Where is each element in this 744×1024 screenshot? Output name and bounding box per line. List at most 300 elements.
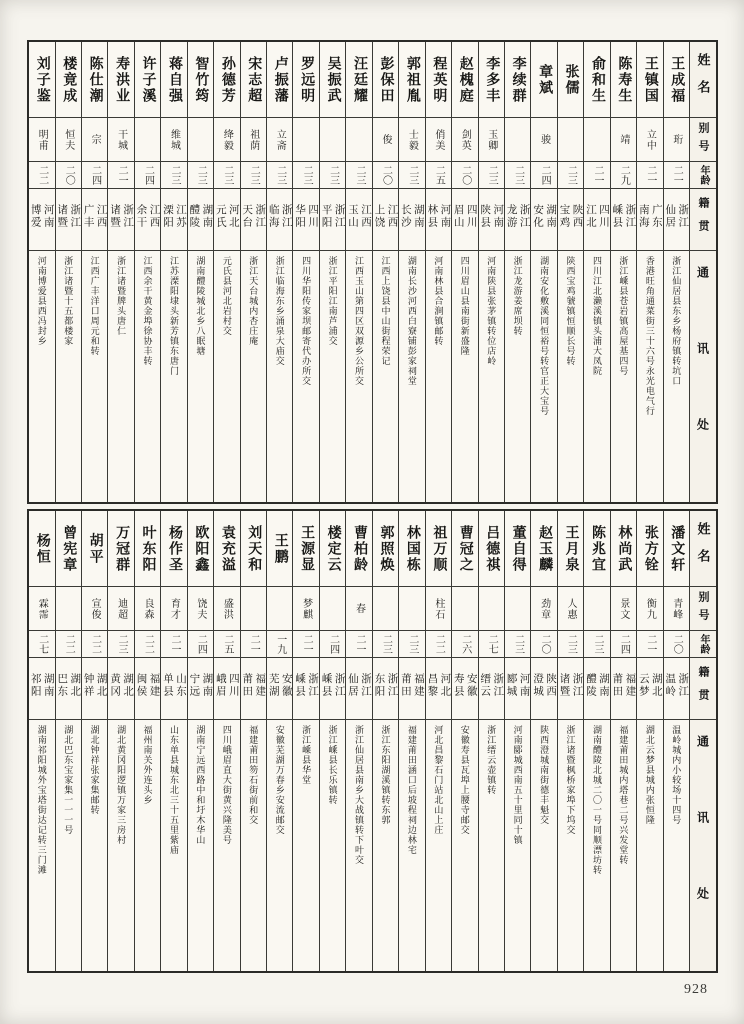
person-origin: 江西广丰 <box>82 203 107 229</box>
person-age-cell <box>664 162 689 189</box>
person-alias: 俏美 <box>432 128 444 151</box>
person-column <box>583 511 609 971</box>
person-origin-cell <box>426 658 451 720</box>
person-origin-cell <box>108 658 133 720</box>
person-name-cell <box>29 511 54 587</box>
person-alias: 骏 <box>538 134 550 145</box>
person-column <box>134 42 160 502</box>
person-origin-cell <box>346 189 371 251</box>
person-age: 二七 <box>36 634 48 654</box>
person-alias-cell <box>584 118 609 162</box>
header-age-cell <box>690 162 716 189</box>
person-origin: 河南林县 <box>426 203 451 229</box>
person-age-cell <box>320 162 345 189</box>
person-name: 欧阳鑫 <box>193 524 209 573</box>
person-age-cell <box>479 162 504 189</box>
person-name: 陈寿生 <box>616 55 632 104</box>
person-origin: 四川江北 <box>584 203 609 229</box>
header-origin-cell <box>690 189 716 251</box>
person-age-cell <box>188 631 213 658</box>
person-name-cell <box>267 511 292 587</box>
person-origin-cell <box>56 189 81 251</box>
person-address: 山东单县城东北三十五里紫庙 <box>168 725 179 855</box>
person-age: 二三 <box>301 165 313 185</box>
person-address: 浙江诸暨牌头唐仁 <box>116 256 127 336</box>
person-name: 林国栋 <box>404 524 420 573</box>
person-name-cell <box>505 511 530 587</box>
person-address: 浙江嵊县苍岩镇高屋基四号 <box>618 256 629 376</box>
person-column <box>530 511 556 971</box>
person-alias-cell <box>611 118 636 162</box>
person-address: 河南郾城西南五十里同十镇 <box>512 725 523 845</box>
person-name: 杨恒 <box>34 532 50 565</box>
person-address: 河南陕县张茅镇转位店岭 <box>486 256 497 366</box>
person-name-cell <box>108 42 133 118</box>
person-address: 湖北巴东宝家集一一一号 <box>63 725 74 835</box>
person-name: 曾宪章 <box>61 524 77 573</box>
person-name: 宋志超 <box>246 55 262 104</box>
person-name-cell <box>452 511 477 587</box>
person-alias-cell <box>584 587 609 631</box>
person-origin: 广东南海 <box>637 203 662 229</box>
person-alias: 宣俊 <box>89 597 101 620</box>
person-origin-cell <box>611 189 636 251</box>
person-age-cell <box>346 631 371 658</box>
person-name-cell <box>135 511 160 587</box>
person-name-cell <box>399 42 424 118</box>
person-age: 二一 <box>644 634 656 654</box>
person-age: 二三 <box>327 165 339 185</box>
person-address-cell <box>241 251 266 502</box>
person-alias-cell <box>161 118 186 162</box>
person-address: 四川峨眉直大街黄兴隆美号 <box>221 725 232 845</box>
person-age-cell <box>108 631 133 658</box>
person-name: 王成福 <box>669 55 685 104</box>
person-origin-cell <box>293 189 318 251</box>
person-origin-cell <box>188 189 213 251</box>
person-alias: 青峰 <box>670 597 682 620</box>
person-origin-cell <box>214 189 239 251</box>
person-age-cell <box>135 162 160 189</box>
person-origin-cell <box>320 189 345 251</box>
person-origin-cell <box>373 189 398 251</box>
header-alias-cell <box>690 118 716 162</box>
person-age-cell <box>29 631 54 658</box>
person-column <box>610 511 636 971</box>
person-name-cell <box>188 511 213 587</box>
person-age-cell <box>426 162 451 189</box>
person-alias: 良森 <box>142 597 154 620</box>
person-origin-cell <box>135 658 160 720</box>
person-name-cell <box>267 42 292 118</box>
person-name-cell <box>558 42 583 118</box>
person-address: 安徽芜湖万春乡安流邮交 <box>274 725 285 835</box>
person-name: 彭保田 <box>378 55 394 104</box>
person-age-cell <box>584 631 609 658</box>
person-name: 祖万顺 <box>431 524 447 573</box>
person-age: 二三 <box>354 165 366 185</box>
person-alias: 士毅 <box>406 128 418 151</box>
header-origin-label: 籍贯 <box>697 665 709 712</box>
person-name-cell <box>531 511 556 587</box>
person-origin-cell <box>267 189 292 251</box>
person-alias-cell <box>611 587 636 631</box>
person-address: 湖南醴陵城北乡八眠塘 <box>195 256 206 356</box>
person-age: 二四 <box>327 634 339 654</box>
person-name: 吴振武 <box>325 55 341 104</box>
person-address: 湖北钟祥张家集邮转 <box>89 725 100 815</box>
person-alias: 柱石 <box>432 597 444 620</box>
person-column <box>160 42 186 502</box>
person-address-cell <box>135 720 160 971</box>
person-column <box>345 42 371 502</box>
person-age: 二二 <box>89 634 101 654</box>
person-alias: 靖 <box>617 134 629 145</box>
person-name: 蒋自强 <box>166 55 182 104</box>
person-age-cell <box>241 631 266 658</box>
person-age-cell <box>161 631 186 658</box>
person-age: 二三 <box>512 165 524 185</box>
person-age: 二三 <box>248 165 260 185</box>
person-origin: 河南郾城 <box>505 672 530 698</box>
person-origin: 陕西澄城 <box>532 672 557 698</box>
person-alias: 劲章 <box>538 597 550 620</box>
person-column <box>557 511 583 971</box>
person-origin: 浙江东阳 <box>373 672 398 698</box>
person-alias: 人惠 <box>565 597 577 620</box>
person-address: 四川眉山县南街新盛隆 <box>459 256 470 356</box>
person-origin: 浙江天台 <box>241 203 266 229</box>
person-age-cell <box>346 162 371 189</box>
person-column <box>107 42 133 502</box>
person-address: 湖南祁阳城外宝塔街达记转三门滩 <box>36 725 47 875</box>
person-origin: 湖北黄冈 <box>109 672 134 698</box>
person-age-cell <box>29 162 54 189</box>
person-address-cell <box>664 251 689 502</box>
person-name: 楼竟成 <box>61 55 77 104</box>
person-name-cell <box>188 42 213 118</box>
person-origin: 湖南祁阳 <box>29 672 54 698</box>
person-origin-cell <box>373 658 398 720</box>
person-column <box>345 511 371 971</box>
person-name: 董自得 <box>510 524 526 573</box>
person-column <box>398 42 424 502</box>
person-address: 湖北黄冈阳逻镇万家三房村 <box>116 725 127 845</box>
header-origin-cell <box>690 658 716 720</box>
person-address-cell <box>108 720 133 971</box>
person-origin: 湖北钟祥 <box>82 672 107 698</box>
person-name: 袁充溢 <box>219 524 235 573</box>
person-age: 二六 <box>459 634 471 654</box>
header-age-label: 年龄 <box>698 165 709 185</box>
person-address: 浙江嵊县长乐镇转 <box>327 725 338 805</box>
person-name: 吕德祺 <box>484 524 500 573</box>
person-age: 二〇 <box>539 634 551 654</box>
person-origin: 湖南长沙 <box>399 203 424 229</box>
person-address: 江西上饶县中山街程荣记 <box>380 256 391 366</box>
person-address-cell <box>161 720 186 971</box>
person-age-cell <box>664 631 689 658</box>
person-column <box>478 42 504 502</box>
person-address: 浙江嵊县华堂 <box>301 725 312 785</box>
person-alias: 育才 <box>168 597 180 620</box>
person-alias-cell <box>293 118 318 162</box>
person-age-cell <box>373 162 398 189</box>
person-origin: 湖南宁远 <box>188 672 213 698</box>
person-address-cell <box>637 720 662 971</box>
person-name: 赵槐庭 <box>457 55 473 104</box>
person-alias-cell <box>558 118 583 162</box>
person-age-cell <box>214 631 239 658</box>
person-origin-cell <box>82 189 107 251</box>
person-alias-cell <box>320 587 345 631</box>
person-origin: 浙江临海 <box>267 203 292 229</box>
person-age-cell <box>214 162 239 189</box>
person-column <box>292 42 318 502</box>
person-name: 郭祖胤 <box>404 55 420 104</box>
person-age-cell <box>399 631 424 658</box>
person-address: 浙江诸暨十五都楼家 <box>63 256 74 346</box>
person-age-cell <box>82 162 107 189</box>
person-age: 二一 <box>248 634 260 654</box>
person-address: 浙江临海东乡涌泉大庙交 <box>274 256 285 366</box>
person-name: 俞和生 <box>589 55 605 104</box>
person-address-cell <box>135 251 160 502</box>
person-origin: 四川眉山 <box>452 203 477 229</box>
person-age: 二〇 <box>459 165 471 185</box>
person-origin-cell <box>82 658 107 720</box>
person-age: 二四 <box>195 634 207 654</box>
person-origin-cell <box>452 658 477 720</box>
person-name: 李多丰 <box>484 55 500 104</box>
person-age-cell <box>373 631 398 658</box>
person-address: 浙江龙游姜席坝转 <box>512 256 523 336</box>
person-address-cell <box>611 251 636 502</box>
person-address: 江西余干黄金埠徐协丰转 <box>142 256 153 366</box>
person-origin: 浙江诸暨 <box>558 672 583 698</box>
header-alias-label: 别号 <box>697 590 709 627</box>
person-name-cell <box>479 511 504 587</box>
person-age: 二三 <box>406 165 418 185</box>
person-origin-cell <box>479 189 504 251</box>
person-origin: 湖南醴陵 <box>584 672 609 698</box>
person-age-cell <box>135 631 160 658</box>
person-name: 章斌 <box>537 63 553 96</box>
person-age-cell <box>426 631 451 658</box>
page-number: 928 <box>684 982 708 997</box>
person-origin: 浙江温岭 <box>664 672 689 698</box>
person-alias-cell <box>373 118 398 162</box>
person-column <box>663 42 689 502</box>
header-age-label: 年龄 <box>698 634 709 654</box>
person-column <box>583 42 609 502</box>
person-alias-cell <box>135 587 160 631</box>
person-age-cell <box>399 162 424 189</box>
person-alias: 宗 <box>89 134 101 145</box>
person-age: 二一 <box>168 634 180 654</box>
person-alias-cell <box>558 587 583 631</box>
person-alias-cell <box>29 587 54 631</box>
person-name-cell <box>82 42 107 118</box>
person-alias: 珩 <box>670 134 682 145</box>
person-alias-cell <box>637 587 662 631</box>
person-age: 二二 <box>36 165 48 185</box>
person-address: 浙江诸暨枫桥家埠下坞交 <box>565 725 576 835</box>
person-name-cell <box>664 42 689 118</box>
person-column <box>478 511 504 971</box>
person-origin: 四川峨眉 <box>214 672 239 698</box>
person-origin-cell <box>161 658 186 720</box>
person-address-cell <box>56 720 81 971</box>
person-address: 陕西宝鸡虢镇恒顺长号转 <box>565 256 576 366</box>
person-age: 二三 <box>195 165 207 185</box>
person-alias-cell <box>267 118 292 162</box>
person-alias: 迪超 <box>115 597 127 620</box>
person-column <box>81 511 107 971</box>
person-name: 林尚武 <box>616 524 632 573</box>
person-alias-cell <box>479 587 504 631</box>
person-origin: 河南陕县 <box>479 203 504 229</box>
person-address-cell <box>558 251 583 502</box>
person-age: 二三 <box>274 165 286 185</box>
person-name-cell <box>214 42 239 118</box>
person-origin-cell <box>531 658 556 720</box>
person-age: 二三 <box>221 165 233 185</box>
person-column <box>425 511 451 971</box>
person-column <box>319 42 345 502</box>
person-address-cell <box>82 251 107 502</box>
person-alias-cell <box>505 118 530 162</box>
person-address: 湖北云梦县城内张恒隆 <box>644 725 655 825</box>
person-name: 王源显 <box>299 524 315 573</box>
person-address-cell <box>161 251 186 502</box>
person-alias-cell <box>108 587 133 631</box>
person-name-cell <box>584 42 609 118</box>
person-origin-cell <box>558 658 583 720</box>
person-address-cell <box>452 720 477 971</box>
person-address-cell <box>188 251 213 502</box>
person-alias: 立中 <box>644 128 656 151</box>
person-name: 汪廷耀 <box>352 55 368 104</box>
person-address: 福建莆田笏石街前和交 <box>248 725 259 825</box>
person-alias-cell <box>161 587 186 631</box>
person-address-cell <box>399 720 424 971</box>
person-name-cell <box>558 511 583 587</box>
person-origin-cell <box>505 658 530 720</box>
header-alias-cell <box>690 587 716 631</box>
person-age-cell <box>161 162 186 189</box>
person-origin-cell <box>637 189 662 251</box>
person-address: 河南博爱县西冯封乡 <box>36 256 47 346</box>
person-address: 江西广丰洋口周元和转 <box>89 256 100 356</box>
person-name: 孙德芳 <box>219 55 235 104</box>
person-origin-cell <box>135 189 160 251</box>
person-alias-cell <box>135 118 160 162</box>
person-address-cell <box>82 720 107 971</box>
person-origin-cell <box>108 189 133 251</box>
person-origin-cell <box>161 189 186 251</box>
person-address-cell <box>505 720 530 971</box>
person-name-cell <box>320 511 345 587</box>
person-origin: 福建莆田 <box>611 672 636 698</box>
person-origin-cell <box>188 658 213 720</box>
person-age: 二三 <box>116 634 128 654</box>
person-name-cell <box>108 511 133 587</box>
person-origin: 湖北云梦 <box>637 672 662 698</box>
person-origin-cell <box>267 658 292 720</box>
person-column <box>663 511 689 971</box>
person-name: 王鹏 <box>272 532 288 565</box>
person-age: 二五 <box>221 634 233 654</box>
person-origin-cell <box>241 658 266 720</box>
person-alias-cell <box>373 587 398 631</box>
header-name-cell <box>690 42 716 118</box>
header-column <box>689 511 716 971</box>
person-origin-cell <box>452 189 477 251</box>
person-age-cell <box>531 162 556 189</box>
person-column <box>398 511 424 971</box>
person-name-cell <box>135 42 160 118</box>
person-name: 程英明 <box>431 55 447 104</box>
person-alias-cell <box>664 587 689 631</box>
person-address-cell <box>505 251 530 502</box>
person-origin-cell <box>29 658 54 720</box>
header-address-label: 通讯处 <box>695 266 710 494</box>
person-age-cell <box>584 162 609 189</box>
header-address-cell <box>690 720 716 971</box>
person-address-cell <box>426 720 451 971</box>
person-age-cell <box>531 631 556 658</box>
person-address-cell <box>346 720 371 971</box>
person-origin: 江西上饶 <box>373 203 398 229</box>
person-origin: 湖南安化 <box>532 203 557 229</box>
person-age-cell <box>56 631 81 658</box>
person-age-cell <box>452 631 477 658</box>
person-address-cell <box>611 720 636 971</box>
person-name: 陈兆宜 <box>589 524 605 573</box>
person-address-cell <box>373 720 398 971</box>
person-age-cell <box>452 162 477 189</box>
person-address: 福建莆田城内塔巷二号兴发堂转 <box>618 725 629 865</box>
person-column <box>266 42 292 502</box>
header-name-cell <box>690 511 716 587</box>
person-column <box>134 511 160 971</box>
person-address: 浙江缙云壶镇转 <box>486 725 497 795</box>
person-column <box>319 511 345 971</box>
person-address-cell <box>241 720 266 971</box>
person-age: 二二 <box>63 634 75 654</box>
header-alias-label: 别号 <box>697 121 709 158</box>
person-address-cell <box>108 251 133 502</box>
person-address: 湖南宁远西路中和圩木华山 <box>195 725 206 845</box>
person-origin: 浙江平阳 <box>320 203 345 229</box>
person-origin-cell <box>505 189 530 251</box>
person-name-cell <box>584 511 609 587</box>
person-address-cell <box>664 720 689 971</box>
person-alias-cell <box>320 118 345 162</box>
person-age: 二二 <box>433 634 445 654</box>
person-age: 二一 <box>644 165 656 185</box>
person-origin-cell <box>346 658 371 720</box>
person-address-cell <box>29 720 54 971</box>
person-name-cell <box>611 42 636 118</box>
person-column <box>372 511 398 971</box>
person-name: 曹柏龄 <box>352 524 368 573</box>
person-name: 张方铨 <box>642 524 658 573</box>
person-name-cell <box>320 42 345 118</box>
person-address-cell <box>188 720 213 971</box>
person-address: 四川华阳传家坝邮寄代办所交 <box>301 256 312 386</box>
